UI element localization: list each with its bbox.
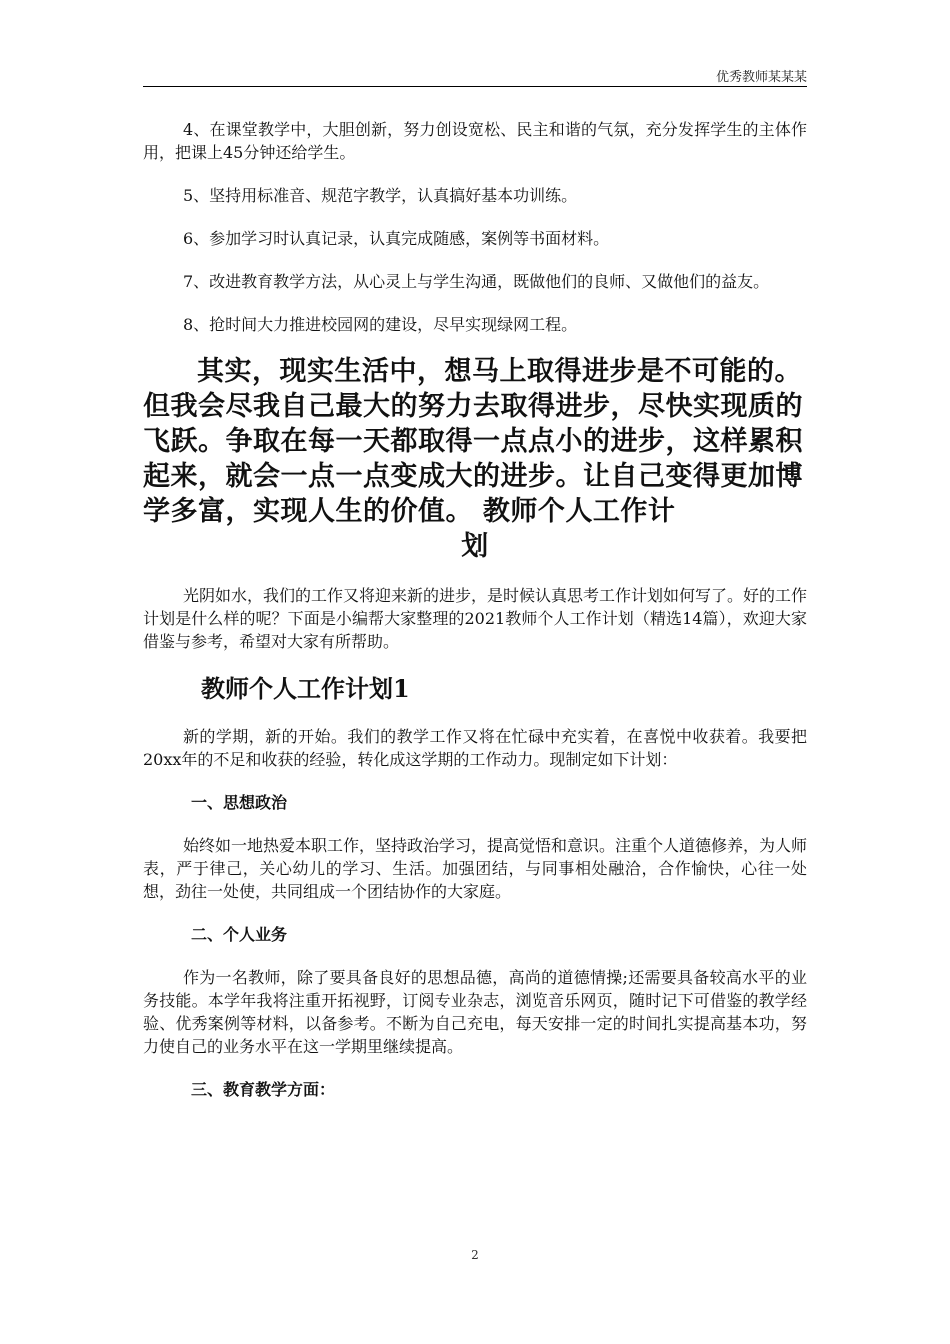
section-title: 教师个人工作计划1: [201, 674, 410, 703]
section-intro: 新的学期，新的开始。我们的教学工作又将在忙碌中充实着，在喜悦中收获着。我要把20xx年的不足和收获的经验，转化成这学期的工作动力。现制定如下计划：: [143, 727, 807, 769]
subsection-heading: 一、思想政治: [191, 793, 288, 812]
emphasis-paragraph: [143, 354, 807, 564]
list-item: 6、参加学习时认真记录，认真完成随感，案例等书面材料。: [183, 229, 610, 248]
list-item: 7、改进教育教学方法，从心灵上与学生沟通，既做他们的良师、又做他们的益友。: [183, 272, 770, 291]
document-body: [143, 110, 807, 1101]
subsection-heading: 三、教育教学方面：: [191, 1080, 336, 1099]
intro-paragraph: 光阴如水，我们的工作又将迎来新的进步，是时候认真思考工作计划如何写了。好的工作计划是什么样的呢？下面是小编帮大家整理的2021教师个人工作计划（精选14篇），欢迎大家借鉴与参考，希望对大家有所帮助。: [143, 586, 808, 651]
subsection-heading: 二、个人业务: [191, 925, 288, 944]
list-item: 4、在课堂教学中，大胆创新，努力创设宽松、民主和谐的气氛，充分发挥学生的主体作用，把课上45分钟还给学生。: [143, 120, 807, 162]
header-title: 优秀教师某某某: [715, 70, 807, 85]
list-item: 8、抢时间大力推进校园网的建设，尽早实现绿网工程。: [183, 315, 578, 334]
page-number: 2: [471, 1248, 479, 1262]
emphasis-text: 其实，现实生活中，想马上取得进步是不可能的。但我会尽我自己最大的努力去取得进步，尽快实现质的飞跃。争取在每一天都取得一点点小的进步，这样累积起来，就会一点一点变成大的进步。让自己变得更加博学多富，实现人生的价值。 教师个人工作计: [143, 356, 803, 527]
emphasis-tail: 划: [461, 531, 489, 562]
subsection-body: 作为一名教师，除了要具备良好的思想品德，高尚的道德情操;还需要具备较高水平的业务技能。本学年我将注重开拓视野，订阅专业杂志，浏览音乐网页，随时记下可借鉴的教学经验、优秀案例等材料，以备参考。不断为自己充电，每天安排一定的时间扎实提高基本功，努力使自己的业务水平在这一学期里继续提高。: [143, 968, 807, 1056]
list-item: 5、坚持用标准音、规范字教学，认真搞好基本功训练。: [183, 186, 578, 205]
page-header: [143, 62, 807, 87]
subsection-body: 始终如一地热爱本职工作，坚持政治学习，提高觉悟和意识。注重个人道德修养，为人师表，严于律己，关心幼儿的学习、生活。加强团结，与同事相处融洽，合作愉快，心往一处想，劲往一处使，共同组成一个团结协作的大家庭。: [143, 836, 808, 901]
